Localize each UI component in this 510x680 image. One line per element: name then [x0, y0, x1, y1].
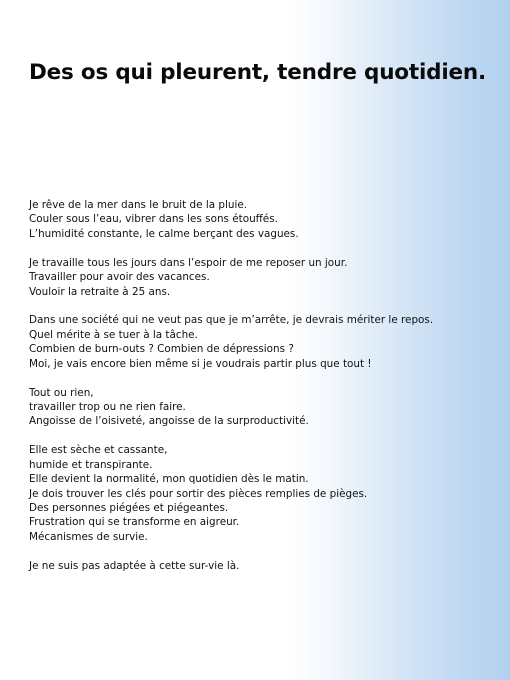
poem-line: Je rêve de la mer dans le bruit de la pluie.	[29, 199, 248, 211]
poem-line: Vouloir la retraite à 25 ans.	[29, 285, 171, 298]
poem-stanza	[29, 313, 499, 371]
poem-line: Moi, je vais encore bien même si je voudrais partir plus que tout !	[29, 357, 372, 370]
poem-stanza	[29, 256, 499, 299]
poem-line: Elle est sèche et cassante,	[29, 444, 168, 457]
poem-line: Tout ou rien,	[29, 386, 94, 399]
poem-line: Mécanismes de survie.	[29, 530, 148, 543]
poem-line: Travailler pour avoir des vacances.	[29, 271, 210, 284]
poem-line: L’humidité constante, le calme berçant des vagues.	[29, 227, 299, 240]
poem-line: Combien de burn-outs ? Combien de dépressions ?	[29, 343, 294, 356]
poem-stanza	[29, 559, 499, 573]
poem-line: Quel mérite à se tuer à la tâche.	[29, 328, 198, 341]
poem-stanza	[29, 443, 499, 544]
poem-line: Des personnes piégées et piégeantes.	[29, 501, 229, 514]
poem-line: Je dois trouver les clés pour sortir des pièces remplies de pièges.	[29, 487, 368, 500]
poem-line: Je travaille tous les jours dans l’espoir de me reposer un jour.	[29, 256, 348, 269]
poem-line: travailler trop ou ne rien faire.	[29, 400, 186, 413]
page-title: Des os qui pleurent, tendre quotidien.	[29, 60, 486, 85]
poem-line: Dans une société qui ne veut pas que je m’arrête, je devrais mériter le repos.	[29, 314, 434, 327]
poem-line: Angoisse de l’oisiveté, angoisse de la surproductivité.	[29, 415, 309, 428]
poem-line: Couler sous l’eau, vibrer dans les sons étouffés.	[29, 213, 278, 226]
poem-line: Je ne suis pas adaptée à cette sur-vie là.	[29, 559, 240, 572]
poem-line: Frustration qui se transforme en aigreur.	[29, 516, 240, 529]
poem-body	[29, 198, 499, 588]
poem-line: humide et transpirante.	[29, 458, 153, 471]
poem-stanza	[29, 198, 499, 241]
poem-stanza	[29, 386, 499, 429]
poem-line: Elle devient la normalité, mon quotidien dès le matin.	[29, 473, 309, 486]
